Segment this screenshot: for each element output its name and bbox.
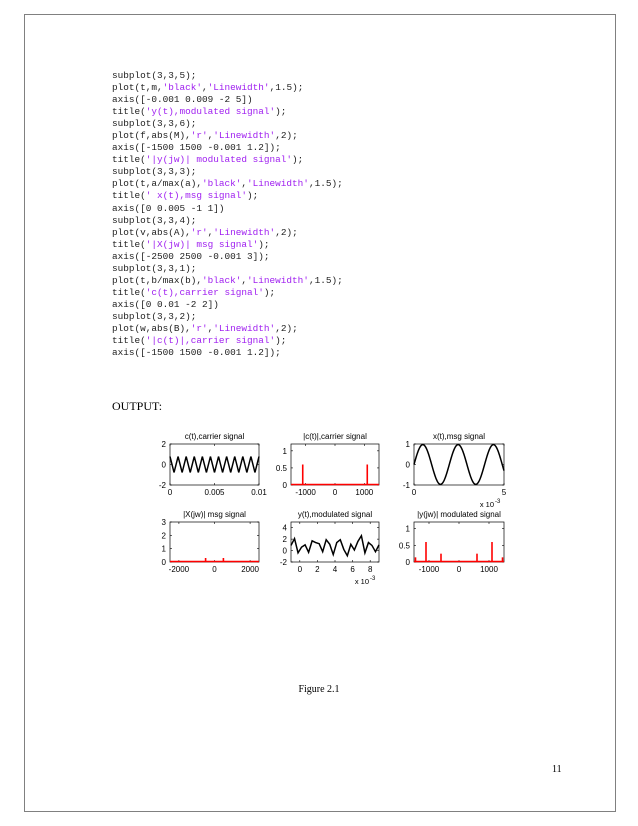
- y-tick-label: 0: [405, 558, 410, 567]
- code-text: plot(v,abs(A),: [112, 226, 191, 238]
- code-text: );: [292, 154, 304, 166]
- code-text: ,: [207, 322, 214, 334]
- code-string: 'Linewidth': [213, 322, 276, 334]
- subplot-title: y(t),modulated signal: [297, 510, 373, 519]
- code-text: ,1.5);: [308, 178, 343, 190]
- axes-frame: [291, 444, 379, 485]
- code-text: title(: [112, 190, 146, 202]
- code-text: subplot(3,3,1);: [112, 262, 197, 274]
- x-tick-label: 0: [167, 488, 173, 497]
- figure-caption: Figure 2.1: [298, 684, 340, 695]
- y-tick-label: 2: [282, 535, 287, 545]
- x-tick-label: 2: [315, 565, 320, 574]
- x-tick-label: 0: [212, 565, 217, 574]
- code-text: title(: [112, 286, 146, 298]
- code-string: 'Linewidth': [247, 178, 309, 190]
- code-string: 'r': [190, 226, 208, 238]
- axes-frame: [170, 522, 259, 562]
- y-tick-label: 0.5: [398, 541, 410, 551]
- subplot-3: [403, 432, 507, 509]
- subplot-title: |X(jw)| msg signal: [183, 510, 246, 519]
- code-text: subplot(3,3,4);: [112, 214, 197, 226]
- x-multiplier-label: x 10: [479, 500, 494, 509]
- code-string: 'black': [202, 178, 242, 190]
- code-text: axis([-1500 1500 -0.001 1.2]);: [112, 142, 281, 154]
- code-string: 'r': [190, 130, 208, 142]
- x-tick-label: 1000: [355, 488, 374, 497]
- code-text: subplot(3,3,5);: [112, 70, 197, 81]
- code-text: axis([-0.001 0.009 -2 5]): [112, 94, 253, 106]
- code-text: axis([-1500 1500 -0.001 1.2]);: [112, 347, 281, 359]
- code-string: 'Linewidth': [207, 82, 270, 94]
- code-text: ,2);: [275, 130, 298, 142]
- code-text: ,: [241, 274, 248, 286]
- y-tick-label: 0: [405, 460, 410, 470]
- y-tick-label: -1: [402, 481, 410, 490]
- x-tick-label: 5: [501, 488, 507, 497]
- y-tick-label: 1: [161, 544, 166, 554]
- code-text: plot(t,b/max(b),: [112, 274, 203, 286]
- code-text: axis([0 0.01 -2 2]): [112, 298, 219, 310]
- axes-frame: [291, 522, 379, 562]
- subplot-title: |c(t)|,carrier signal: [303, 432, 367, 441]
- code-text: plot(f,abs(M),: [112, 130, 191, 142]
- code-string: '|c(t)|,carrier signal': [145, 335, 276, 347]
- x-tick-label: -2000: [168, 565, 190, 574]
- code-text: ,2);: [275, 226, 298, 238]
- code-string: '|y(jw)| modulated signal': [145, 154, 293, 166]
- code-text: plot(t,a/max(a),: [112, 178, 203, 190]
- x-tick-label: 0: [411, 488, 417, 497]
- code-text: );: [258, 238, 270, 250]
- x-tick-label: 4: [332, 565, 338, 574]
- y-tick-label: 1: [405, 440, 410, 449]
- code-string: 'Linewidth': [247, 274, 309, 286]
- y-tick-label: 0: [282, 481, 287, 490]
- output-label: OUTPUT:: [112, 399, 163, 413]
- x-multiplier-exponent: -3: [370, 576, 376, 582]
- code-text: subplot(3,3,6);: [112, 118, 197, 130]
- code-string: 'r': [190, 322, 208, 334]
- y-tick-label: 0: [282, 546, 287, 556]
- code-text: ,1.5);: [269, 82, 304, 94]
- y-tick-label: 4: [282, 523, 287, 533]
- code-text: plot(w,abs(B),: [112, 322, 191, 334]
- x-multiplier-label: x 10: [354, 577, 369, 586]
- code-text: title(: [112, 335, 146, 347]
- code-text: plot(t,m,: [112, 82, 163, 94]
- code-text: axis([0 0.005 -1 1]): [112, 202, 225, 214]
- code-text: axis([-2500 2500 -0.001 3]);: [112, 250, 270, 262]
- subplot-2: [276, 432, 379, 497]
- code-text: ,: [207, 130, 214, 142]
- code-string: 'y(t),modulated signal': [145, 106, 276, 118]
- subplot-title: c(t),carrier signal: [184, 432, 245, 441]
- y-tick-label: -2: [279, 558, 287, 567]
- code-text: ,: [241, 178, 248, 190]
- code-string: 'black': [202, 274, 242, 286]
- y-tick-label: 0: [161, 460, 166, 470]
- code-text: );: [247, 190, 259, 202]
- y-tick-label: 0: [161, 558, 166, 567]
- y-tick-label: 1: [282, 446, 287, 456]
- y-tick-label: 2: [161, 531, 166, 541]
- subplot-1: [159, 432, 267, 497]
- subplot-title: x(t),msg signal: [432, 432, 486, 441]
- subplot-4: [162, 510, 260, 574]
- code-text: title(: [112, 106, 146, 118]
- x-tick-label: 0.005: [204, 488, 225, 497]
- x-multiplier-exponent: -3: [495, 499, 501, 505]
- page-number: 11: [552, 764, 562, 775]
- code-text: title(: [112, 154, 146, 166]
- code-text: ,2);: [275, 322, 298, 334]
- y-tick-label: 1: [405, 524, 410, 534]
- x-tick-label: 0: [332, 488, 338, 497]
- code-string: '|X(jw)| msg signal': [145, 238, 259, 250]
- code-string: ' x(t),msg signal': [145, 190, 248, 202]
- code-text: );: [275, 106, 287, 118]
- code-string: 'Linewidth': [213, 130, 276, 142]
- subplot-title: |y(jw)| modulated signal: [417, 510, 501, 519]
- x-tick-label: 1000: [480, 565, 498, 574]
- x-tick-label: 0: [456, 565, 462, 574]
- x-tick-label: 0: [297, 565, 303, 574]
- code-text: ,1.5);: [308, 274, 343, 286]
- y-tick-label: 3: [161, 518, 166, 527]
- code-text: ,: [202, 82, 208, 94]
- code-text: );: [275, 335, 287, 347]
- y-tick-label: 2: [161, 440, 166, 449]
- code-text: ,: [207, 226, 214, 238]
- code-text: subplot(3,3,2);: [112, 310, 197, 322]
- x-tick-label: 0.01: [251, 488, 267, 497]
- x-tick-label: 6: [350, 565, 355, 574]
- subplot-6: [399, 510, 504, 574]
- code-text: title(: [112, 238, 146, 250]
- y-tick-label: 0.5: [275, 463, 287, 473]
- code-text: subplot(3,3,3);: [112, 166, 197, 178]
- subplot-5: [280, 510, 379, 586]
- code-string: 'Linewidth': [213, 226, 276, 238]
- x-tick-label: 2000: [241, 565, 259, 574]
- code-string: 'black': [162, 82, 203, 94]
- x-tick-label: 8: [367, 565, 373, 574]
- code-text: );: [263, 286, 276, 298]
- x-tick-label: -1000: [295, 488, 316, 497]
- x-tick-label: -1000: [418, 565, 440, 574]
- y-tick-label: -2: [158, 481, 166, 490]
- code-string: 'c(t),carrier signal': [145, 286, 264, 298]
- axes-frame: [170, 444, 259, 485]
- axes-frame: [414, 522, 504, 562]
